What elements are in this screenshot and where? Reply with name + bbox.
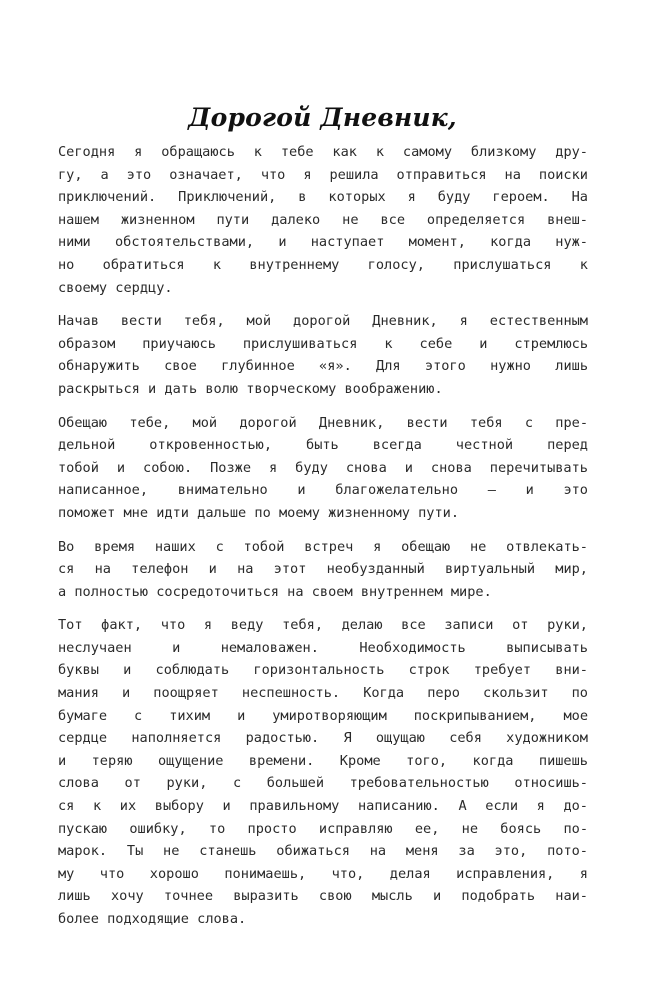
text-line: Во время наших с тобой встреч я обещаю не отвлекать-: [58, 538, 588, 555]
text-line: сердце наполняется радостью. Я ощущаю себя художником: [58, 730, 588, 747]
text-line: буквы и соблюдать горизонтальность строк требует вни-: [58, 662, 588, 679]
text-line: слова от руки, с большей требовательностью относишь-: [58, 775, 588, 792]
paragraph: [58, 614, 588, 930]
paragraph: [58, 412, 588, 525]
text-line: пускаю ошибку, то просто исправляю ее, не боясь по-: [58, 820, 588, 837]
text-line: Тот факт, что я веду тебя, делаю все записи от руки,: [58, 617, 588, 634]
paragraph: [58, 141, 588, 299]
text-line: обнаружить свое глубинное «я». Для этого нужно лишь: [58, 358, 588, 375]
page-title: Дорогой Дневник,: [188, 102, 457, 132]
text-line: но обратиться к внутреннему голосу, прислушаться к: [58, 256, 588, 273]
text-line: марок. Ты не станешь обижаться на меня за это, пото-: [58, 843, 588, 860]
text-line: лишь хочу точнее выразить свою мысль и подобрать наи-: [58, 888, 588, 905]
text-line: и теряю ощущение времени. Кроме того, когда пишешь: [58, 752, 588, 769]
text-line: тобой и собою. Позже я буду снова и снова перечитывать: [58, 459, 588, 476]
text-line: образом приучаюсь прислушиваться к себе и стремлюсь: [58, 335, 588, 352]
text-line: приключений. Приключений, в которых я буду героем. На: [58, 189, 588, 206]
text-line: Сегодня я обращаюсь к тебе как к самому близкому дру-: [58, 144, 588, 160]
text-line: гу, а это означает, что я решила отправиться на поиски: [58, 166, 588, 183]
paragraph: [58, 536, 588, 604]
text-line: поможет мне идти дальше по моему жизненному пути.: [58, 504, 460, 521]
text-line: нашем жизненном пути далеко не все определяется внеш-: [58, 211, 588, 228]
text-line: своему сердцу.: [58, 279, 173, 296]
text-line: написанное, внимательно и благожелательно — и это: [58, 482, 588, 499]
text-line: ними обстоятельствами, и наступает момент, когда нуж-: [58, 234, 588, 251]
text-line: неслучаен и немаловажен. Необходимость выписывать: [58, 639, 588, 656]
text-line: дельной откровенностью, быть всегда честной перед: [58, 437, 588, 454]
paragraph: [58, 310, 588, 400]
text-line: а полностью сосредоточиться на своем внутреннем мире.: [58, 583, 492, 600]
text-line: Обещаю тебе, мой дорогой Дневник, вести тебя с пре-: [58, 414, 588, 431]
text-line: ся на телефон и на этот необузданный виртуальный мир,: [58, 561, 588, 578]
text-line: Начав вести тебя, мой дорогой Дневник, я естественным: [58, 313, 588, 330]
text-line: более подходящие слова.: [58, 911, 247, 927]
body-text: [58, 141, 588, 942]
text-line: му что хорошо понимаешь, что, делая исправления, я: [58, 865, 588, 882]
text-line: раскрыться и дать волю творческому воображению.: [58, 380, 443, 397]
text-line: ся к их выбору и правильному написанию. А если я до-: [58, 798, 588, 815]
text-line: бумаге с тихим и умиротворяющим поскрипыванием, мое: [58, 707, 588, 724]
text-line: мания и поощряет неспешность. Когда перо скользит по: [58, 685, 588, 702]
